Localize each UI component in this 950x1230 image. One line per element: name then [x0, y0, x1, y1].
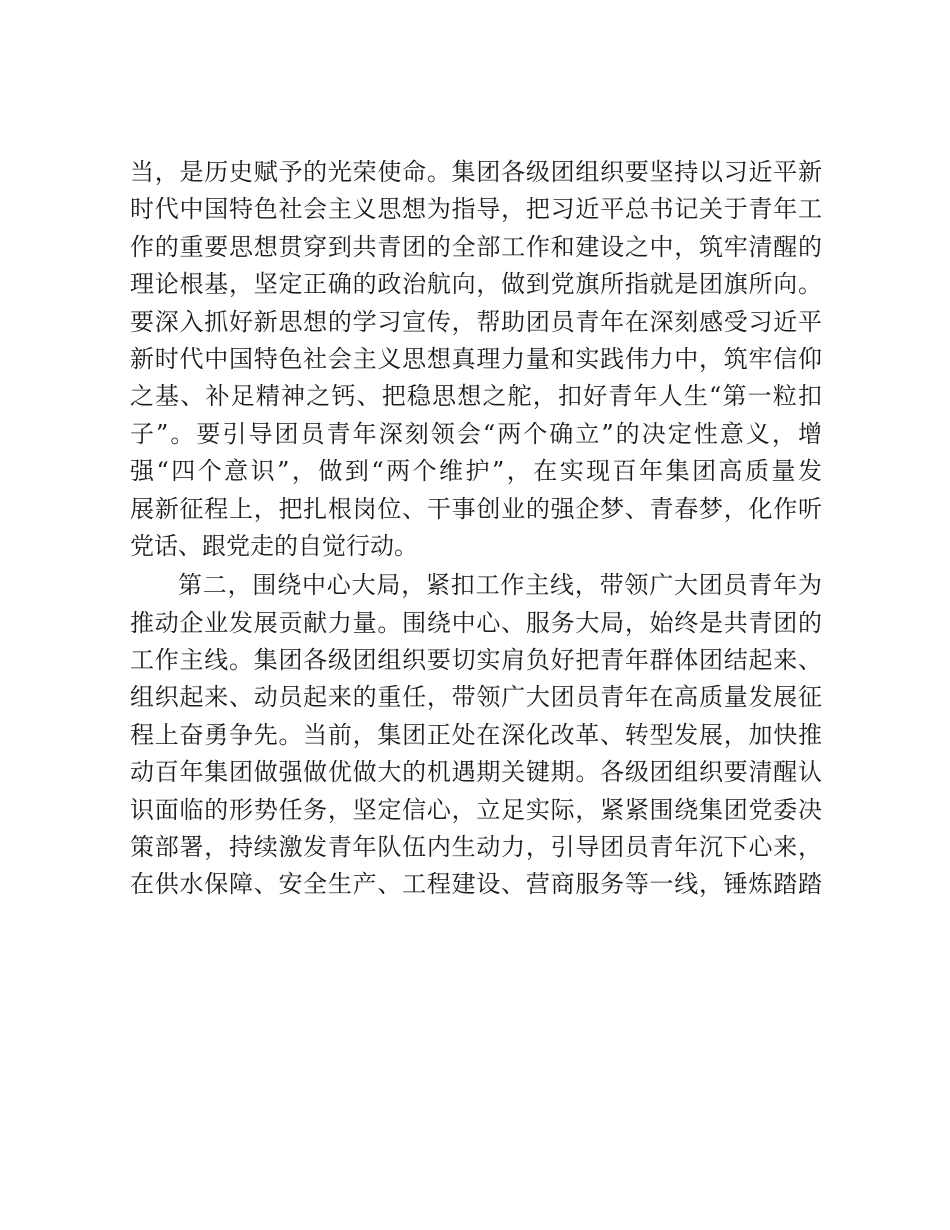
text-line: 工作主线。集团各级团组织要切实肩负好把青年群体团结起来、	[130, 646, 822, 675]
text-line: 在供水保障、安全生产、工程建设、营商服务等一线，锤炼踏踏	[130, 870, 822, 899]
text-line: 之基、补足精神之钙、把稳思想之舵，扣好青年人生“第一粒扣	[130, 382, 822, 411]
body-text	[130, 154, 822, 904]
paragraph-1	[130, 154, 822, 565]
text-line: 新时代中国特色社会主义思想真理力量和实践伟力中，筑牢信仰	[130, 344, 822, 373]
text-line: 第二，围绕中心大局，紧扣工作主线，带领广大团员青年为	[178, 571, 822, 600]
text-line: 当，是历史赋予的光荣使命。集团各级团组织要坚持以习近平新	[130, 158, 822, 186]
text-line: 强“四个意识”，做到“两个维护”，在实现百年集团高质量发	[130, 457, 822, 486]
text-line: 识面临的形势任务，坚定信心，立足实际，紧紧围绕集团党委决	[130, 795, 822, 824]
text-line: 时代中国特色社会主义思想为指导，把习近平总书记关于青年工	[130, 195, 822, 224]
text-line: 理论根基，坚定正确的政治航向，做到党旗所指就是团旗所向。	[130, 270, 822, 299]
text-line: 作的重要思想贯穿到共青团的全部工作和建设之中，筑牢清醒的	[130, 232, 822, 261]
paragraph-2	[130, 567, 822, 904]
text-line: 要深入抓好新思想的学习宣传，帮助团员青年在深刻感受习近平	[130, 307, 822, 336]
text-line: 组织起来、动员起来的重任，带领广大团员青年在高质量发展征	[130, 683, 822, 712]
text-line: 子”。要引导团员青年深刻领会“两个确立”的决定性意义，增	[130, 419, 822, 448]
text-line: 推动企业发展贡献力量。围绕中心、服务大局，始终是共青团的	[130, 608, 822, 637]
text-line: 动百年集团做强做优做大的机遇期关键期。各级团组织要清醒认	[130, 758, 822, 787]
text-line: 策部署，持续激发青年队伍内生动力，引导团员青年沉下心来，	[130, 833, 822, 862]
text-line: 程上奋勇争先。当前，集团正处在深化改革、转型发展，加快推	[130, 720, 822, 749]
text-line: 党话、跟党走的自觉行动。	[130, 531, 418, 560]
text-line: 展新征程上，把扎根岗位、干事创业的强企梦、青春梦，化作听	[130, 494, 822, 523]
